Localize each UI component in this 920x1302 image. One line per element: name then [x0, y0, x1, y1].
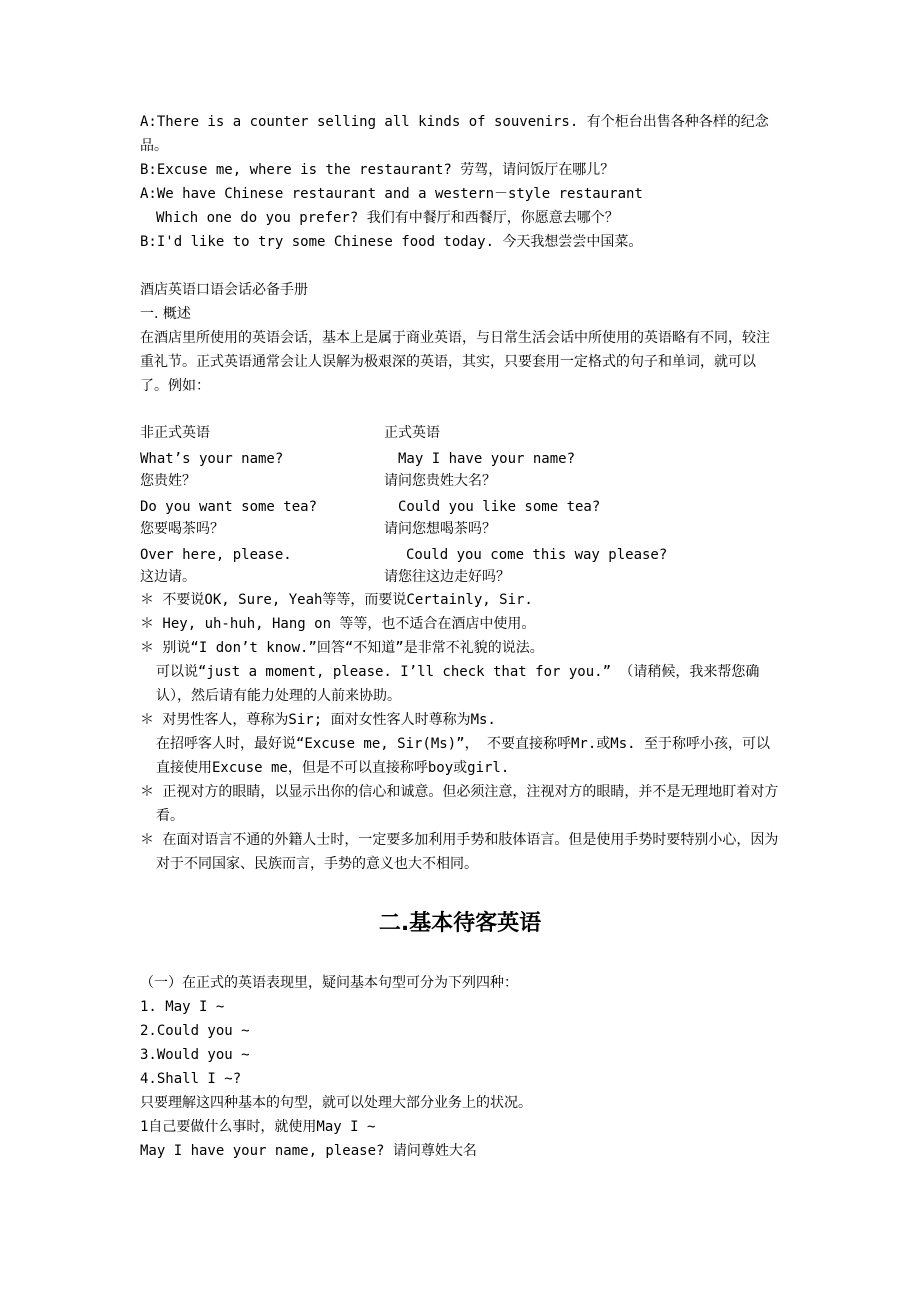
formal-en: May I have your name?: [398, 451, 576, 467]
document-page: [140, 110, 780, 1163]
informal-cn: 您要喝茶吗？: [140, 521, 224, 537]
tip-item: ＊ Hey, uh-huh, Hang on 等等，也不适合在酒店中使用。: [140, 616, 536, 632]
dialogue-line: B:Excuse me, where is the restaurant? 劳驾，请问饭厅在哪儿？: [140, 162, 615, 178]
example-sentence: May I have your name, please? 请问尊姓大名: [140, 1143, 477, 1159]
section-heading-overview: 一. 概述: [140, 306, 191, 322]
formal-en: Could you like some tea?: [398, 499, 601, 515]
patterns-intro: （一）在正式的英语表现里，疑问基本句型可分为下列四种：: [140, 975, 518, 991]
header-formal: 正式英语: [384, 425, 440, 441]
section-heading-basic-service: 二.基本待客英语: [378, 911, 542, 936]
tip-item: ＊ 不要说OK, Sure, Yeah等等，而要说Certainly, Sir.: [140, 592, 533, 608]
overview-paragraph: 在酒店里所使用的英语会话，基本上是属于商业英语，与日常生活会话中所使用的英语略有不同，较注重礼节。正式英语通常会让人误解为极艰深的英语，其实，只要套用一定格式的句子和单词，就可以了。例如：: [140, 330, 770, 394]
manual-title: 酒店英语口语会话必备手册: [140, 282, 308, 298]
formal-cn: 请问您想喝茶吗？: [384, 521, 496, 537]
dialogue-line: A:There is a counter selling all kinds of souvenirs. 有个柜台出售各种各样的纪念品。: [140, 114, 769, 154]
tip-continuation: 在招呼客人时，最好说“Excuse me, Sir(Ms)”， 不要直接称呼Mr.或Ms. 至于称呼小孩，可以直接使用Excuse me，但是不可以直接称呼boy或girl.: [156, 736, 771, 776]
informal-cn: 您贵姓？: [140, 473, 196, 489]
pattern-item: 4.Shall I ~?: [140, 1071, 242, 1087]
informal-en: What’s your name?: [140, 451, 284, 467]
formal-cn: 请问您贵姓大名？: [384, 473, 496, 489]
tip-continuation: 可以说“just a moment, please. I’ll check that for you.” （请稍候，我来帮您确认），然后请有能力处理的人前来协助。: [156, 664, 760, 704]
pattern-item: 1. May I ~: [140, 999, 225, 1015]
informal-en: Do you want some tea?: [140, 499, 318, 515]
tip-item: ＊ 别说“I don’t know.”回答“不知道”是非常不礼貌的说法。: [140, 640, 544, 656]
pattern-item: 3.Would you ~: [140, 1047, 250, 1063]
patterns-summary: 只要理解这四种基本的句型，就可以处理大部分业务上的状况。: [140, 1095, 532, 1111]
formal-cn: 请您往这边走好吗？: [384, 569, 510, 585]
dialogue-line: B:I'd like to try some Chinese food today. 今天我想尝尝中国菜。: [140, 234, 643, 250]
pattern-item: 2.Could you ~: [140, 1023, 250, 1039]
informal-en: Over here, please.: [140, 547, 292, 563]
formal-en: Could you come this way please?: [406, 547, 668, 563]
spacer: [140, 254, 780, 278]
informal-cn: 这边请。: [140, 569, 196, 585]
tip-item: ＊ 在面对语言不通的外籍人士时，一定要多加利用手势和肢体语言。但是使用手势时要特别小心，因为对于不同国家、民族而言，手势的意义也大不相同。: [140, 832, 779, 872]
spacer: [140, 398, 780, 422]
dialogue-line: Which one do you prefer? 我们有中餐厅和西餐厅，你愿意去哪个？: [156, 210, 619, 226]
tip-item: ＊ 正视对方的眼睛，以显示出你的信心和诚意。但必须注意，注视对方的眼睛，并不是无理地盯着对方看。: [140, 784, 779, 824]
dialogue-line: A:We have Chinese restaurant and a western－style restaurant: [140, 186, 643, 202]
point-heading: 1自己要做什么事时，就使用May I ~: [140, 1119, 376, 1135]
comparison-table: [140, 422, 667, 588]
tip-item: ＊ 对男性客人，尊称为Sir; 面对女性客人时尊称为Ms.: [140, 712, 496, 728]
header-informal: 非正式英语: [140, 425, 210, 441]
